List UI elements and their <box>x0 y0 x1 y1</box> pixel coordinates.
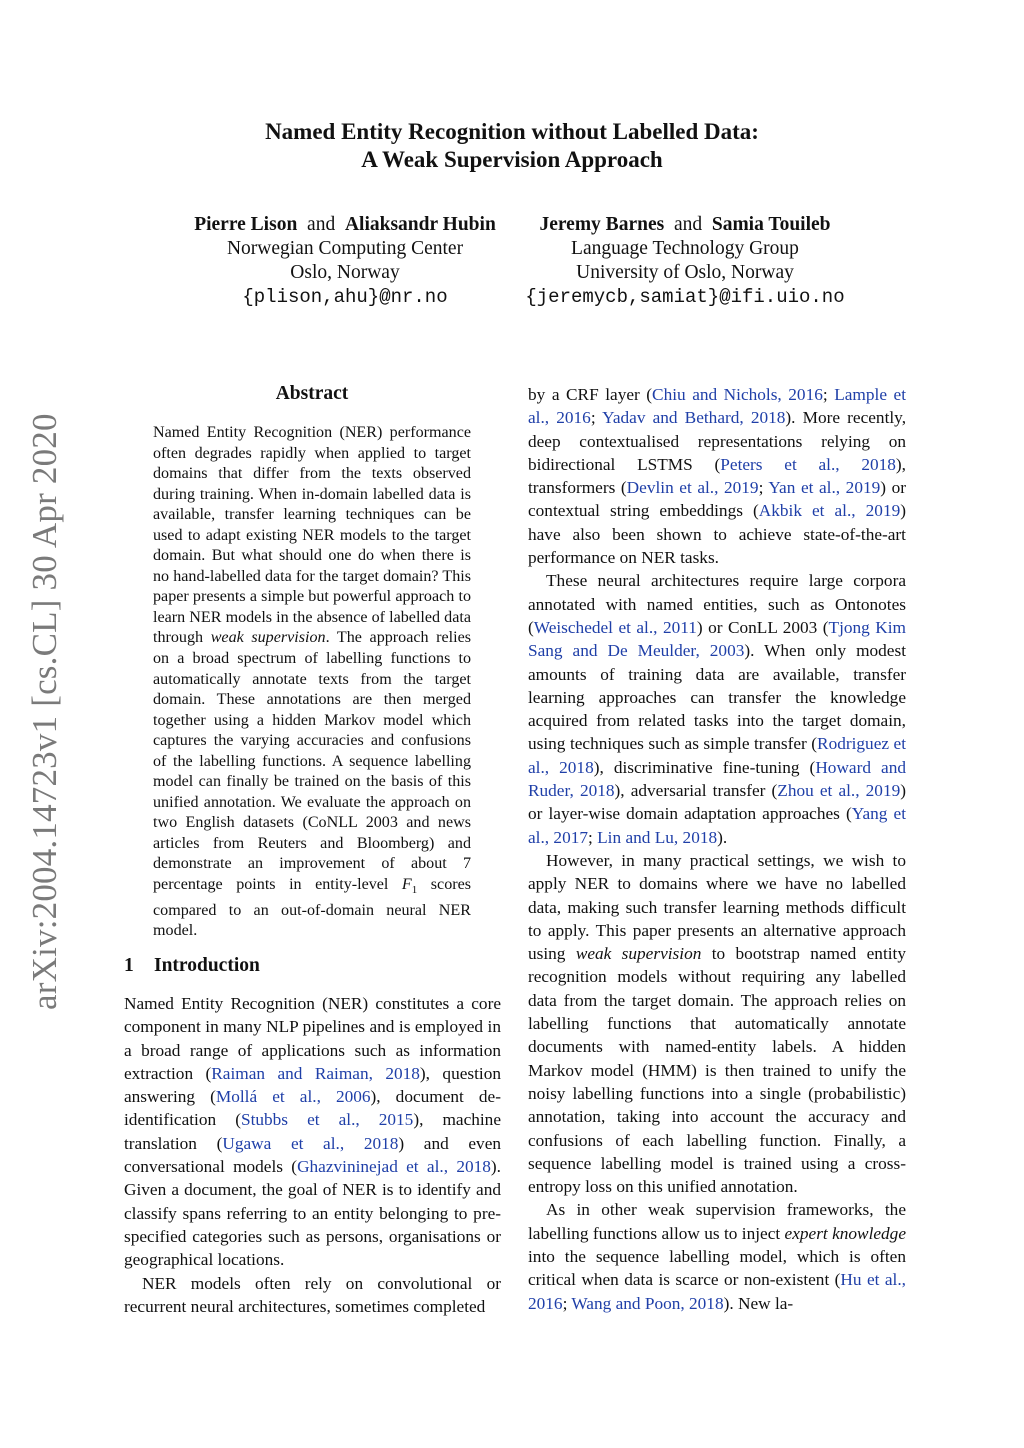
section-title: Introduction <box>154 955 260 976</box>
citation-link[interactable]: Rodriguez et al., 2018 <box>528 734 907 777</box>
citation-link[interactable]: Mollá et al., 2006 <box>215 1087 371 1107</box>
text: ; <box>758 478 769 498</box>
text: ). Given a document, the goal of NER is to identify and classify spans referring to an entity belonging to pre-specified categories such as persons, organisations or geographical locations. <box>124 1157 501 1270</box>
text: ). <box>717 827 728 847</box>
abstract-text: Named Entity Recognition (NER) performance often degrades rapidly when applied to target domains that differ from the texts observed during training. When in-domain labelled data is available, transfer learning techniques can be used to adapt existing NER models to the target domain. But what should one do when there is no hand-labelled data for the target domain? This paper presents a simple but powerful approach to learn NER models in the absence of labelled data through <box>153 424 471 647</box>
text: ), transformers ( <box>528 454 906 498</box>
author-name: Samia Touileb <box>711 214 831 235</box>
text: ), question answering ( <box>124 1063 501 1107</box>
text: ) have also been shown to achieve state-of-the-art performance on NER tasks. <box>528 501 906 568</box>
paragraph <box>528 849 906 1198</box>
abstract-text: scores compared to an out-of-domain neural NER model. <box>153 876 472 940</box>
citation-link[interactable]: Ugawa et al., 2018 <box>222 1133 399 1153</box>
citation-link[interactable]: Akbik et al., 2019 <box>758 501 901 521</box>
text: As in other weak supervision frameworks, the labelling functions allow us to inject <box>528 1200 906 1243</box>
abstract-body <box>153 423 471 942</box>
text: These neural architectures require large corpora annotated with named entities, such as Ontonotes ( <box>528 571 906 637</box>
title-line-2: A Weak Supervision Approach <box>361 147 663 172</box>
location: Oslo, Norway <box>290 262 400 283</box>
text: ) or layer-wise domain adaptation approaches ( <box>528 781 906 824</box>
citation-link[interactable]: Tjong Kim Sang and De Meulder, 2003 <box>528 617 907 661</box>
text: ; <box>562 1293 572 1313</box>
emphasis: weak supervision <box>575 944 702 964</box>
text: ; <box>588 827 598 847</box>
author-name: Jeremy Barnes <box>539 214 665 235</box>
citation-link[interactable]: Zhou et al., 2019 <box>777 781 901 801</box>
right-column-body <box>528 383 906 1315</box>
text: ), machine translation ( <box>124 1110 501 1153</box>
citation-link[interactable]: Yan et al., 2019 <box>768 478 881 498</box>
citation-link[interactable]: Weischedel et al., 2011 <box>533 617 697 637</box>
and-word: and <box>673 214 703 235</box>
citation-link[interactable]: Raiman and Raiman, 2018 <box>211 1063 420 1083</box>
author-names <box>180 213 510 237</box>
abstract-text: . The approach relies on a broad spectrum of labelling functions to automatically annotate texts from the target domain. These annotations are then merged together using a hidden Markov model which captures the varying accuracies and confusions of the labelling functions. A sequence labelling model can finally be trained on the basis of this unified annotation. We evaluate the approach on two English datasets (CoNLL 2003 and news articles from Reuters and Bloomberg) and demonstrate an improvement of about 7 percentage points in entity-level <box>153 629 472 894</box>
affiliation: Language Technology Group <box>571 238 799 259</box>
text: ). More recently, deep contextualised representations relying on bidirectional LSTMS ( <box>528 408 907 474</box>
left-column-body <box>124 992 501 1318</box>
citation-link[interactable]: Stubbs et al., 2015 <box>240 1110 414 1130</box>
text: ) or contextual string embeddings ( <box>528 478 906 521</box>
text: ) and even conversational models ( <box>124 1133 502 1177</box>
citation-link[interactable]: Lample et al., 2016 <box>528 385 906 428</box>
arxiv-identifier-stamp: arXiv:2004.14723v1 [cs.CL] 30 Apr 2020 <box>25 413 64 1010</box>
text: by a CRF layer ( <box>528 385 653 404</box>
text: ), discriminative fine-tuning ( <box>593 757 816 777</box>
f1-symbol <box>401 876 418 897</box>
citation-link[interactable]: Yadav and Bethard, 2018 <box>602 408 786 428</box>
citation-link[interactable]: Ghazvininejad et al., 2018 <box>297 1157 491 1177</box>
text: ). When only modest amounts of training data are available, transfer learning approaches can transfer the knowledge acquired from related tasks into the target domain, using techniques such as simple transfer ( <box>528 641 906 754</box>
location: University of Oslo, Norway <box>576 262 794 283</box>
and-word: and <box>307 214 336 235</box>
email: {plison,ahu}@nr.no <box>242 286 448 308</box>
section-number: 1 <box>124 955 134 976</box>
text: ; <box>590 408 603 428</box>
abstract-heading: Abstract <box>275 383 349 404</box>
emphasis: expert knowledge <box>784 1223 906 1243</box>
text: ), adversarial transfer ( <box>614 781 778 801</box>
section-heading-introduction <box>124 955 260 977</box>
paragraph <box>528 1198 906 1314</box>
affiliation: Norwegian Computing Center <box>226 238 464 259</box>
text: into the sequence labelling model, which is often critical when data is scarce or non-existent ( <box>528 1246 906 1290</box>
author-name: Pierre Lison <box>194 214 298 235</box>
text: Named Entity Recognition (NER) constitutes a core component in many NLP pipelines and is employed in a broad range of applications such as information extraction ( <box>124 994 501 1083</box>
citation-link[interactable]: Peters et al., 2018 <box>720 454 896 474</box>
paragraph <box>124 992 501 1272</box>
author-name: Aliaksandr Hubin <box>344 214 496 235</box>
text: to bootstrap named entity recognition models without requiring any labelled data from the target domain. The approach relies on labelling functions that automatically annotate documents with named-entity labels. A hidden Markov model (HMM) is then trained to unify the noisy labelling functions into a single (probabilistic) annotation, taking into account the accuracy and confusions of each labelling function. Finally, a sequence labelling model is trained using a cross-entropy loss on this unified annotation. <box>528 944 906 1197</box>
author-names <box>510 213 860 237</box>
text: ; <box>822 385 835 404</box>
paragraph <box>124 1272 501 1319</box>
text: ). New la- <box>723 1293 794 1313</box>
citation-link[interactable]: Wang and Poon, 2018 <box>571 1293 724 1313</box>
citation-link[interactable]: Chiu and Nichols, 2016 <box>652 385 823 404</box>
paper-title <box>0 118 1024 174</box>
author-block-left <box>180 213 510 309</box>
text: ) or ConLL 2003 ( <box>696 617 829 637</box>
text: However, in many practical settings, we wish to apply NER to domains where we have no labelled data, making such transfer learning methods difficult to apply. This paper presents an alternative approach using <box>528 850 906 964</box>
paragraph <box>528 569 906 849</box>
email: {jeremycb,samiat}@ifi.uio.no <box>525 286 845 308</box>
f1-subscript: 1 <box>411 884 418 897</box>
abstract-emphasis: weak supervision <box>210 629 326 647</box>
citation-link[interactable]: Yang et al., 2017 <box>528 804 906 847</box>
text: ), document de-identification ( <box>124 1087 501 1130</box>
citation-link[interactable]: Lin and Lu, 2018 <box>597 827 718 847</box>
paragraph <box>528 383 906 569</box>
title-line-1: Named Entity Recognition without Labelled Data: <box>265 119 759 144</box>
citation-link[interactable]: Howard and Ruder, 2018 <box>528 757 906 801</box>
text: NER models often rely on convolutional or recurrent neural architectures, sometimes completed <box>124 1273 501 1316</box>
f1-letter: F <box>401 876 412 894</box>
author-block-right <box>510 213 860 309</box>
citation-link[interactable]: Hu et al., 2016 <box>528 1270 906 1313</box>
citation-link[interactable]: Devlin et al., 2019 <box>626 478 759 498</box>
